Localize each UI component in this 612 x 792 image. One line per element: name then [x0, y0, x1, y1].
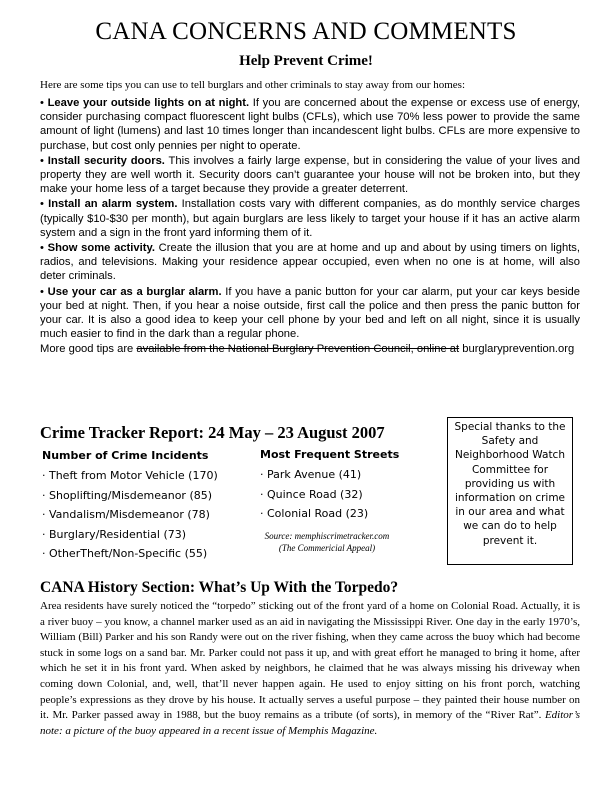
more-tips-struck: available from the National Burglary Prevention Council, online at: [136, 343, 460, 356]
street-item: · Colonial Road (23): [260, 507, 369, 520]
crime-source: [232, 530, 422, 554]
street-item: · Quince Road (32): [260, 487, 363, 501]
page-subtitle: Help Prevent Crime!: [239, 53, 373, 69]
streets-heading: Most Frequent Streets: [260, 448, 400, 461]
bullet: •: [40, 97, 44, 109]
tip-item: [40, 154, 580, 197]
more-tips-url: burglaryprevention.org: [462, 343, 575, 356]
tip-text: This involves a fairly large expense, but in considering the value of your lives and property they are well worth it. Security doors can’t guarantee your house will not be broken into, but they make your home less of a target because they provide a greater deterrent.: [40, 154, 581, 196]
bullet: •: [40, 242, 44, 255]
more-tips-lead: More good tips are: [40, 343, 137, 356]
incidents-heading: Number of Crime Incidents: [42, 449, 209, 462]
editor-note: Editor’s note: a picture of the buoy appeared in a recent issue of Memphis Magazine.: [40, 709, 580, 737]
tip-heading: Show some activity.: [47, 242, 155, 255]
tip-item: [40, 197, 580, 240]
page-title: CANA CONCERNS AND COMMENTS: [95, 18, 517, 45]
tip-heading: Leave your outside lights on at night.: [47, 97, 250, 109]
more-tips-text: [40, 342, 580, 356]
tip-text: Installation costs vary with different companies, as do monthly service charges (typically $10-$30 per month), but again burglars are less likely to target your house if it has an active alarm system and a sign in the front yard informing them of it.: [40, 198, 581, 239]
tip-text: Create the illusion that you are at home and up and about by using timers on lights, radios, and televisions. Making your residence appear occupied, even when no one is at home, will also deter criminals.: [40, 242, 581, 283]
tip-item: [40, 241, 580, 284]
street-item: · Park Avenue (41): [260, 468, 362, 481]
incident-item: · OtherTheft/Non-Specific (55): [42, 547, 208, 560]
history-text: Area residents have surely noticed the “torpedo” sticking out of the front yard of a home on Colonial Road. Actually, it is a river buoy – you know, a channel marker used as an aid in navigating the Mississippi River. One day in the early 1970’s, William (Bill) Parker and his son Randy were out on the river fishing, when they came across the buoy which had become stuck in some logs on a sand bar. Mr. Parker could not pass it up, and with great effort he managed to bring it home, after which he set it in his front yard. When asked by neighbors, he claimed that he was always missing his driveway when coming down Colonial, and, well, that’ll never happen again. He used to enjoy sitting on his front porch, watching people’s expressions as they drove by his house. It actually serves a useful purpose – they painted their house number on it. Mr. Parker passed away in 1988, but the buoy remains as a tribute (of sorts), in memory of the “River Rat”.: [40, 600, 580, 722]
crime-tracker-header: Crime Tracker Report: 24 May – 23 August 2007: [40, 423, 385, 442]
bullet: •: [40, 198, 44, 211]
tip-text: If you have a panic button for your car alarm, put your car keys beside your bed at night. Then, if you hear a noise outside, first call the police and then press the panic button for your car. It is also a good idea to keep your cell phone by your bed and left on all night, since it is usually much easier to find in the dark than a regular phone.: [40, 285, 580, 341]
source-publication: (The Commericial Appeal): [278, 543, 376, 553]
source-line: Source: memphiscrimetracker.com: [264, 531, 390, 541]
history-body: [40, 599, 580, 739]
intro-text: Here are some tips you can use to tell burglars and other criminals to stay away from our homes:: [40, 79, 466, 91]
incident-item: · Theft from Motor Vehicle (170): [42, 469, 218, 482]
thanks-box: Special thanks to the Safety and Neighborhood Watch Committee for providing us with information on crime in our area and what we can do to help prevent it.: [447, 417, 573, 565]
tip-heading: Install an alarm system.: [48, 198, 178, 211]
tip-heading: Use your car as a burglar alarm.: [47, 285, 222, 298]
bullet: •: [40, 285, 44, 298]
history-header: CANA History Section: What’s Up With the Torpedo?: [40, 579, 399, 596]
tip-item: [40, 96, 580, 153]
tips-section: [40, 96, 580, 357]
incidents-list: [42, 469, 218, 567]
incident-item: · Vandalism/Misdemeanor (78): [42, 508, 210, 521]
incident-item: · Shoplifting/Misdemeanor (85): [42, 488, 213, 502]
streets-list: [260, 468, 368, 527]
bullet: •: [40, 154, 44, 167]
tip-heading: Install security doors.: [47, 154, 165, 167]
tip-text: If you are concerned about the expense or excess use of energy, consider purchasing compact fluorescent light bulbs (CFLs), which use 70% less power to provide the same amount of light (lumens) and last 10 times longer than incandescent light bulbs. CFLs are more expensive to purchase, but cost only pennies per night to operate.: [40, 97, 580, 152]
incident-item: · Burglary/Residential (73): [42, 527, 187, 541]
tip-item: [40, 285, 580, 342]
